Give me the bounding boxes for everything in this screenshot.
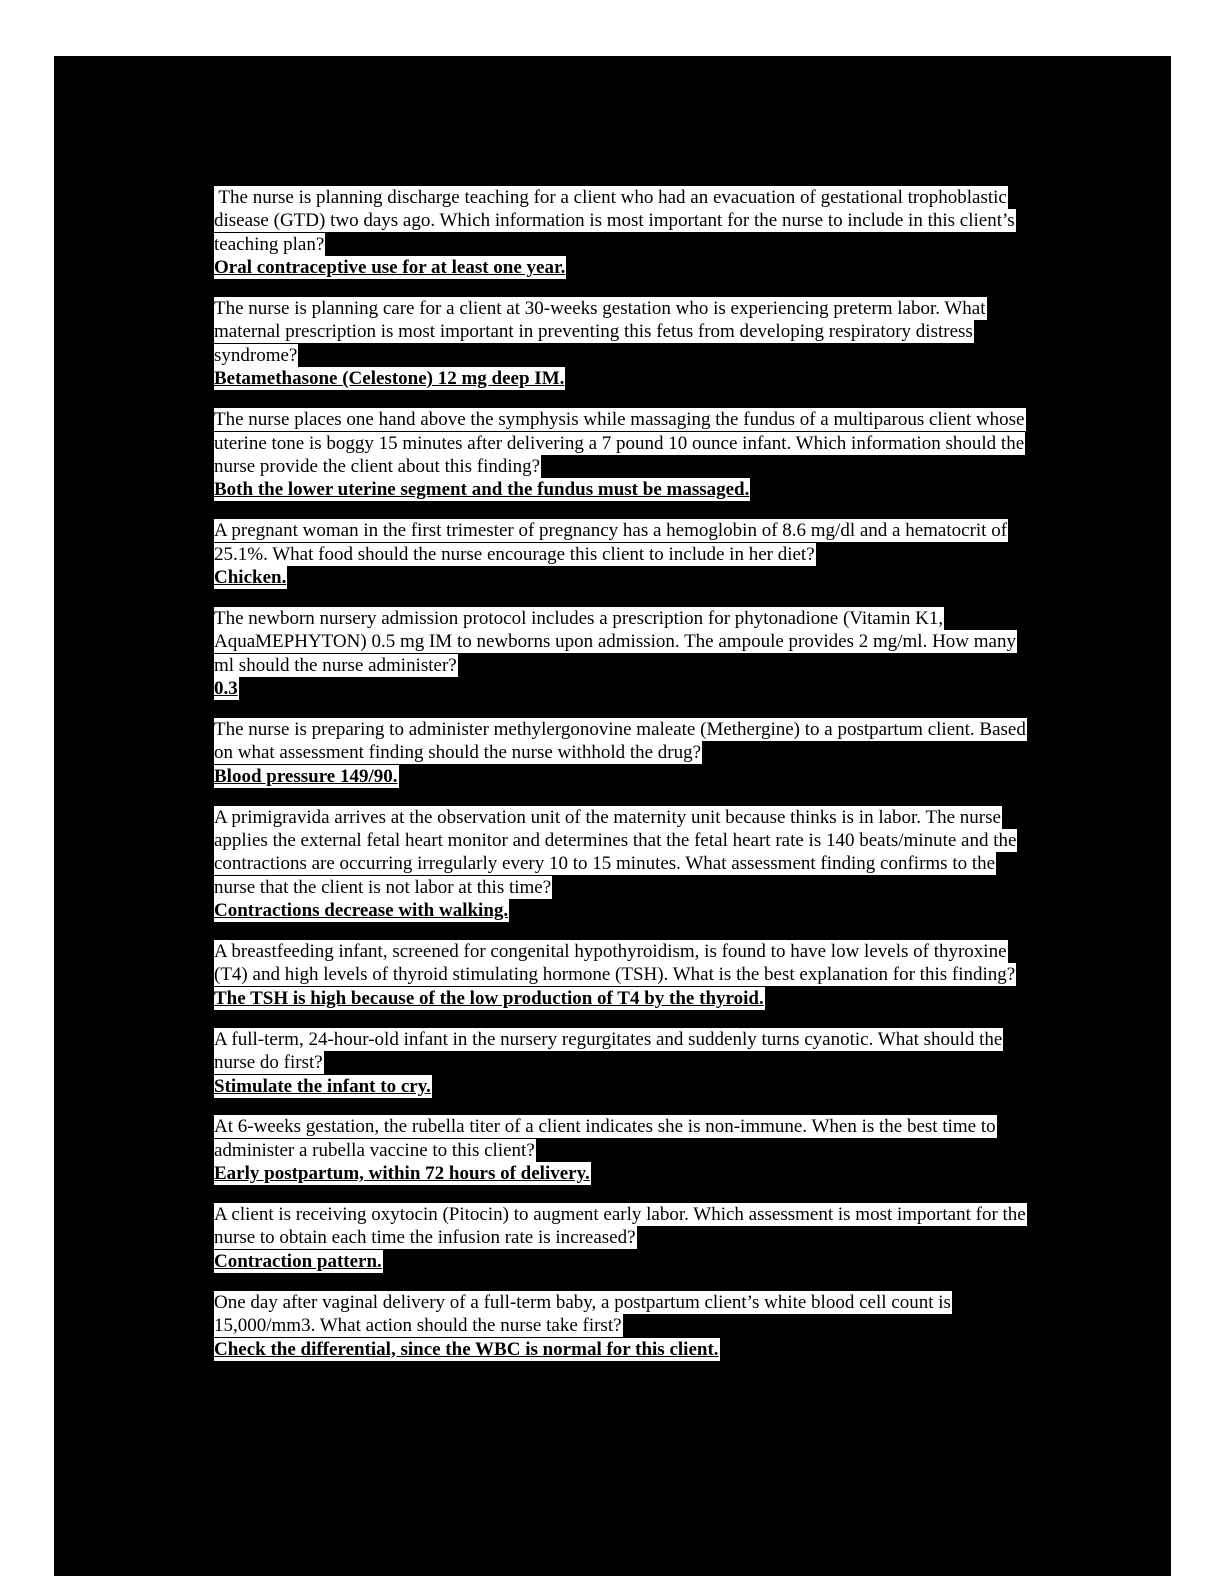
answer-line (214, 1075, 1114, 1098)
answer-text: Check the differential, since the WBC is normal for this client. (214, 1338, 719, 1360)
question-line (214, 940, 1114, 963)
question-line (214, 344, 1114, 367)
text-column (214, 186, 1114, 1378)
question-text: nurse provide the client about this finding? (214, 455, 541, 477)
question-line (214, 806, 1114, 829)
question-text: The nurse is preparing to administer methylergonovine maleate (Methergine) to a postpartum client. Based (214, 718, 1026, 740)
question-text: A pregnant woman in the first trimester of pregnancy has a hemoglobin of 8.6 mg/dl and a hematocrit of (214, 520, 1008, 542)
question-text: uterine tone is boggy 15 minutes after delivering a 7 pound 10 ounce infant. Which information should the (214, 432, 1025, 454)
answer-text: Contraction pattern. (214, 1250, 382, 1272)
question-text: A breastfeeding infant, screened for congenital hypothyroidism, is found to have low levels of thyroxine (214, 941, 1007, 963)
qa-block (214, 297, 1114, 391)
question-text: The nurse places one hand above the symphysis while massaging the fundus of a multiparous client whose (214, 409, 1025, 431)
question-line (214, 543, 1114, 566)
answer-text: The TSH is high because of the low production of T4 by the thyroid. (214, 987, 764, 1009)
question-text: A full-term, 24-hour-old infant in the nursery regurgitates and suddenly turns cyanotic. What should the (214, 1028, 1003, 1050)
question-text: nurse to obtain each time the infusion rate is increased? (214, 1227, 636, 1249)
qa-block (214, 186, 1114, 280)
question-line (214, 1051, 1114, 1074)
question-line (214, 654, 1114, 677)
question-line (214, 630, 1114, 653)
question-text: on what assessment finding should the nurse withhold the drug? (214, 742, 702, 764)
answer-text: 0.3 (214, 678, 238, 700)
question-line (214, 455, 1114, 478)
question-line (214, 1203, 1114, 1226)
question-text: A client is receiving oxytocin (Pitocin) to augment early labor. Which assessment is most important for the (214, 1204, 1026, 1226)
question-line (214, 1226, 1114, 1249)
question-text: The newborn nursery admission protocol includes a prescription for phytonadione (Vitamin K1, (214, 607, 944, 629)
question-line (214, 209, 1114, 232)
question-text: nurse that the client is not labor at this time? (214, 876, 552, 898)
question-line (214, 718, 1114, 741)
qa-block (214, 940, 1114, 1010)
question-text: ml should the nurse administer? (214, 654, 457, 676)
question-line (214, 408, 1114, 431)
question-line (214, 297, 1114, 320)
answer-line (214, 1338, 1114, 1361)
question-line (214, 186, 1114, 209)
question-text: 25.1%. What food should the nurse encourage this client to include in her diet? (214, 543, 815, 565)
question-text: administer a rubella vaccine to this client? (214, 1139, 535, 1161)
qa-block (214, 718, 1114, 788)
answer-line (214, 566, 1114, 589)
question-line (214, 876, 1114, 899)
question-line (214, 607, 1114, 630)
qa-block (214, 1203, 1114, 1273)
question-text: A primigravida arrives at the observation unit of the maternity unit because thinks is in labor. The nurse (214, 806, 1001, 828)
answer-line (214, 256, 1114, 279)
question-text: (T4) and high levels of thyroid stimulating hormone (TSH). What is the best explanation for this finding? (214, 964, 1016, 986)
answer-text: Contractions decrease with walking. (214, 900, 509, 922)
question-line (214, 320, 1114, 343)
answer-line (214, 367, 1114, 390)
question-text: nurse do first? (214, 1052, 323, 1074)
question-text: teaching plan? (214, 233, 325, 255)
question-text: One day after vaginal delivery of a full-term baby, a postpartum client’s white blood cell count is (214, 1291, 951, 1313)
question-text: maternal prescription is most important in preventing this fetus from developing respiratory distress (214, 321, 973, 343)
answer-text: Stimulate the infant to cry. (214, 1075, 431, 1097)
question-line (214, 829, 1114, 852)
question-line (214, 233, 1114, 256)
answer-line (214, 1250, 1114, 1273)
answer-line (214, 987, 1114, 1010)
question-line (214, 1139, 1114, 1162)
question-text: disease (GTD) two days ago. Which information is most important for the nurse to include in this client’s (214, 210, 1015, 232)
question-line (214, 1028, 1114, 1051)
answer-text: Early postpartum, within 72 hours of delivery. (214, 1163, 590, 1185)
answer-text: Chicken. (214, 566, 287, 588)
question-line (214, 741, 1114, 764)
qa-block (214, 607, 1114, 701)
question-text: At 6-weeks gestation, the rubella titer of a client indicates she is non-immune. When is the best time to (214, 1116, 996, 1138)
question-line (214, 963, 1114, 986)
answer-line (214, 899, 1114, 922)
qa-block (214, 408, 1114, 502)
redacted-background-canvas (54, 56, 1171, 1576)
qa-block (214, 806, 1114, 923)
question-text: syndrome? (214, 344, 298, 366)
question-line (214, 852, 1114, 875)
answer-line (214, 478, 1114, 501)
question-text: AquaMEPHYTON) 0.5 mg IM to newborns upon admission. The ampoule provides 2 mg/ml. How many (214, 631, 1016, 653)
answer-line (214, 1162, 1114, 1185)
qa-block (214, 1291, 1114, 1361)
answer-text: Oral contraceptive use for at least one year. (214, 257, 566, 279)
answer-text: Betamethasone (Celestone) 12 mg deep IM. (214, 368, 565, 390)
question-text: contractions are occurring irregularly every 10 to 15 minutes. What assessment finding confirms to the (214, 853, 996, 875)
question-line (214, 1314, 1114, 1337)
qa-block (214, 519, 1114, 589)
answer-text: Both the lower uterine segment and the fundus must be massaged. (214, 479, 750, 501)
question-text: 15,000/mm3. What action should the nurse take first? (214, 1315, 622, 1337)
question-line (214, 1115, 1114, 1138)
question-line (214, 432, 1114, 455)
answer-line (214, 765, 1114, 788)
question-text: applies the external fetal heart monitor and determines that the fetal heart rate is 140 beats/minute and the (214, 829, 1017, 851)
qa-block (214, 1028, 1114, 1098)
question-text: The nurse is planning discharge teaching for a client who had an evacuation of gestational trophoblastic (214, 187, 1007, 208)
qa-block (214, 1115, 1114, 1185)
question-line (214, 1291, 1114, 1314)
question-text: The nurse is planning care for a client at 30-weeks gestation who is experiencing preterm labor. What (214, 298, 986, 320)
answer-line (214, 677, 1114, 700)
question-line (214, 519, 1114, 542)
answer-text: Blood pressure 149/90. (214, 765, 398, 787)
